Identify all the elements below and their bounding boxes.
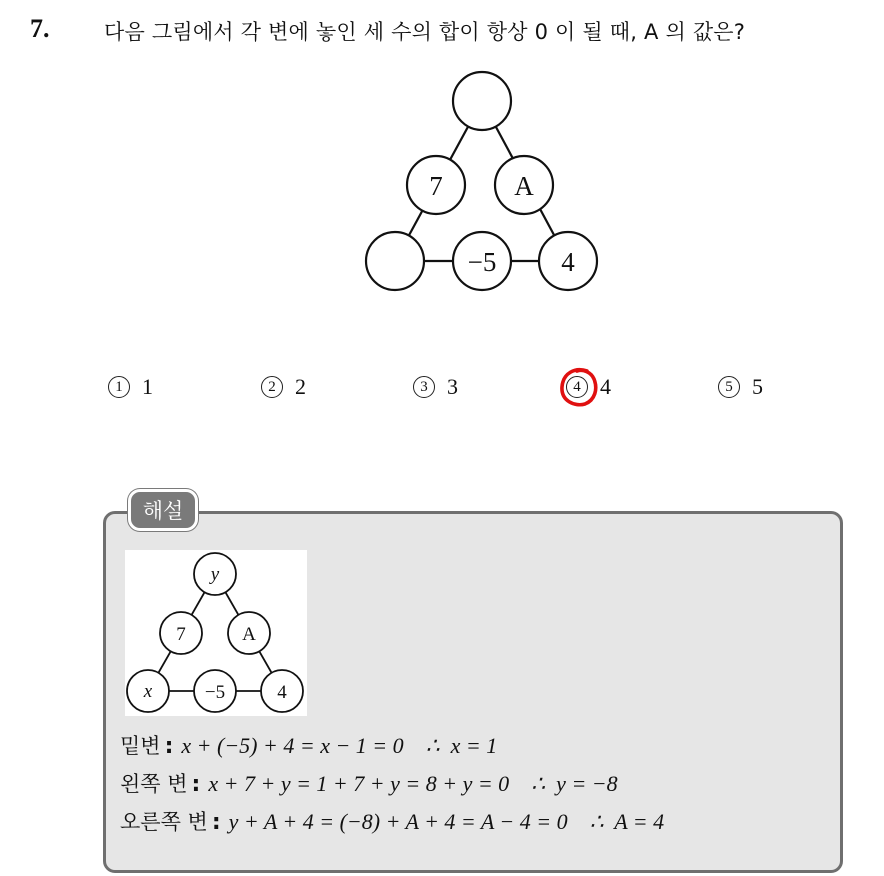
choice-2[interactable]	[261, 374, 306, 400]
node-right-mid-label: A	[514, 171, 534, 201]
choice-4-number: 4	[566, 376, 588, 398]
solution-tab: 해설	[128, 489, 198, 531]
question-text: 다음 그림에서 각 변에 놓인 세 수의 합이 항상 0 이 될 때, A 의 값은?	[104, 20, 746, 44]
sol-node-bottom-left-label: x	[143, 681, 153, 702]
sol-node-left-mid-label: 7	[176, 624, 186, 645]
question-number: 7.	[30, 14, 50, 43]
solution-line-bottom-colon: :	[164, 734, 174, 759]
solution-line-right-equation: y + A + 4 = (−8) + A + 4 = A − 4 = 0 ∴ A = 4	[228, 809, 665, 834]
choice-2-value: 2	[295, 374, 306, 399]
triangle-diagram	[355, 70, 605, 295]
answer-choices	[108, 374, 828, 410]
solution-diagram	[125, 550, 307, 716]
node-bottom-left	[366, 232, 424, 290]
choice-5[interactable]	[718, 374, 763, 400]
solution-line-bottom	[120, 730, 497, 760]
solution-line-right-label: 오른쪽 변	[120, 810, 208, 834]
solution-line-bottom-label: 밑변	[120, 734, 161, 758]
sol-node-right-mid-label: A	[242, 624, 256, 645]
choice-3-number: 3	[413, 376, 435, 398]
choice-2-number: 2	[261, 376, 283, 398]
node-bottom-right-label: 4	[561, 247, 575, 277]
sol-node-bottom-right-label: 4	[277, 682, 287, 703]
node-bottom-mid-label: −5	[467, 247, 497, 277]
sol-node-bottom-mid-label: −5	[204, 682, 226, 703]
solution-line-left-colon: :	[191, 772, 201, 797]
choice-1-number: 1	[108, 376, 130, 398]
node-top	[453, 72, 511, 130]
choice-5-value: 5	[752, 374, 763, 399]
choice-1-value: 1	[142, 374, 153, 399]
choice-1[interactable]	[108, 374, 153, 400]
node-left-mid-label: 7	[429, 171, 443, 201]
solution-line-left-equation: x + 7 + y = 1 + 7 + y = 8 + y = 0 ∴ y = −8	[208, 771, 618, 796]
choice-4-value: 4	[600, 374, 611, 399]
choice-3-value: 3	[447, 374, 458, 399]
solution-line-right-colon: :	[211, 810, 221, 835]
sol-node-top-label: y	[210, 564, 220, 585]
answer-mark-circle	[557, 365, 601, 411]
choice-4[interactable]	[566, 374, 611, 400]
solution-line-left-label: 왼쪽 변	[120, 772, 188, 796]
solution-line-left	[120, 768, 618, 798]
solution-line-bottom-equation: x + (−5) + 4 = x − 1 = 0 ∴ x = 1	[181, 733, 498, 758]
solution-line-right	[120, 806, 664, 836]
choice-3[interactable]	[413, 374, 458, 400]
choice-5-number: 5	[718, 376, 740, 398]
